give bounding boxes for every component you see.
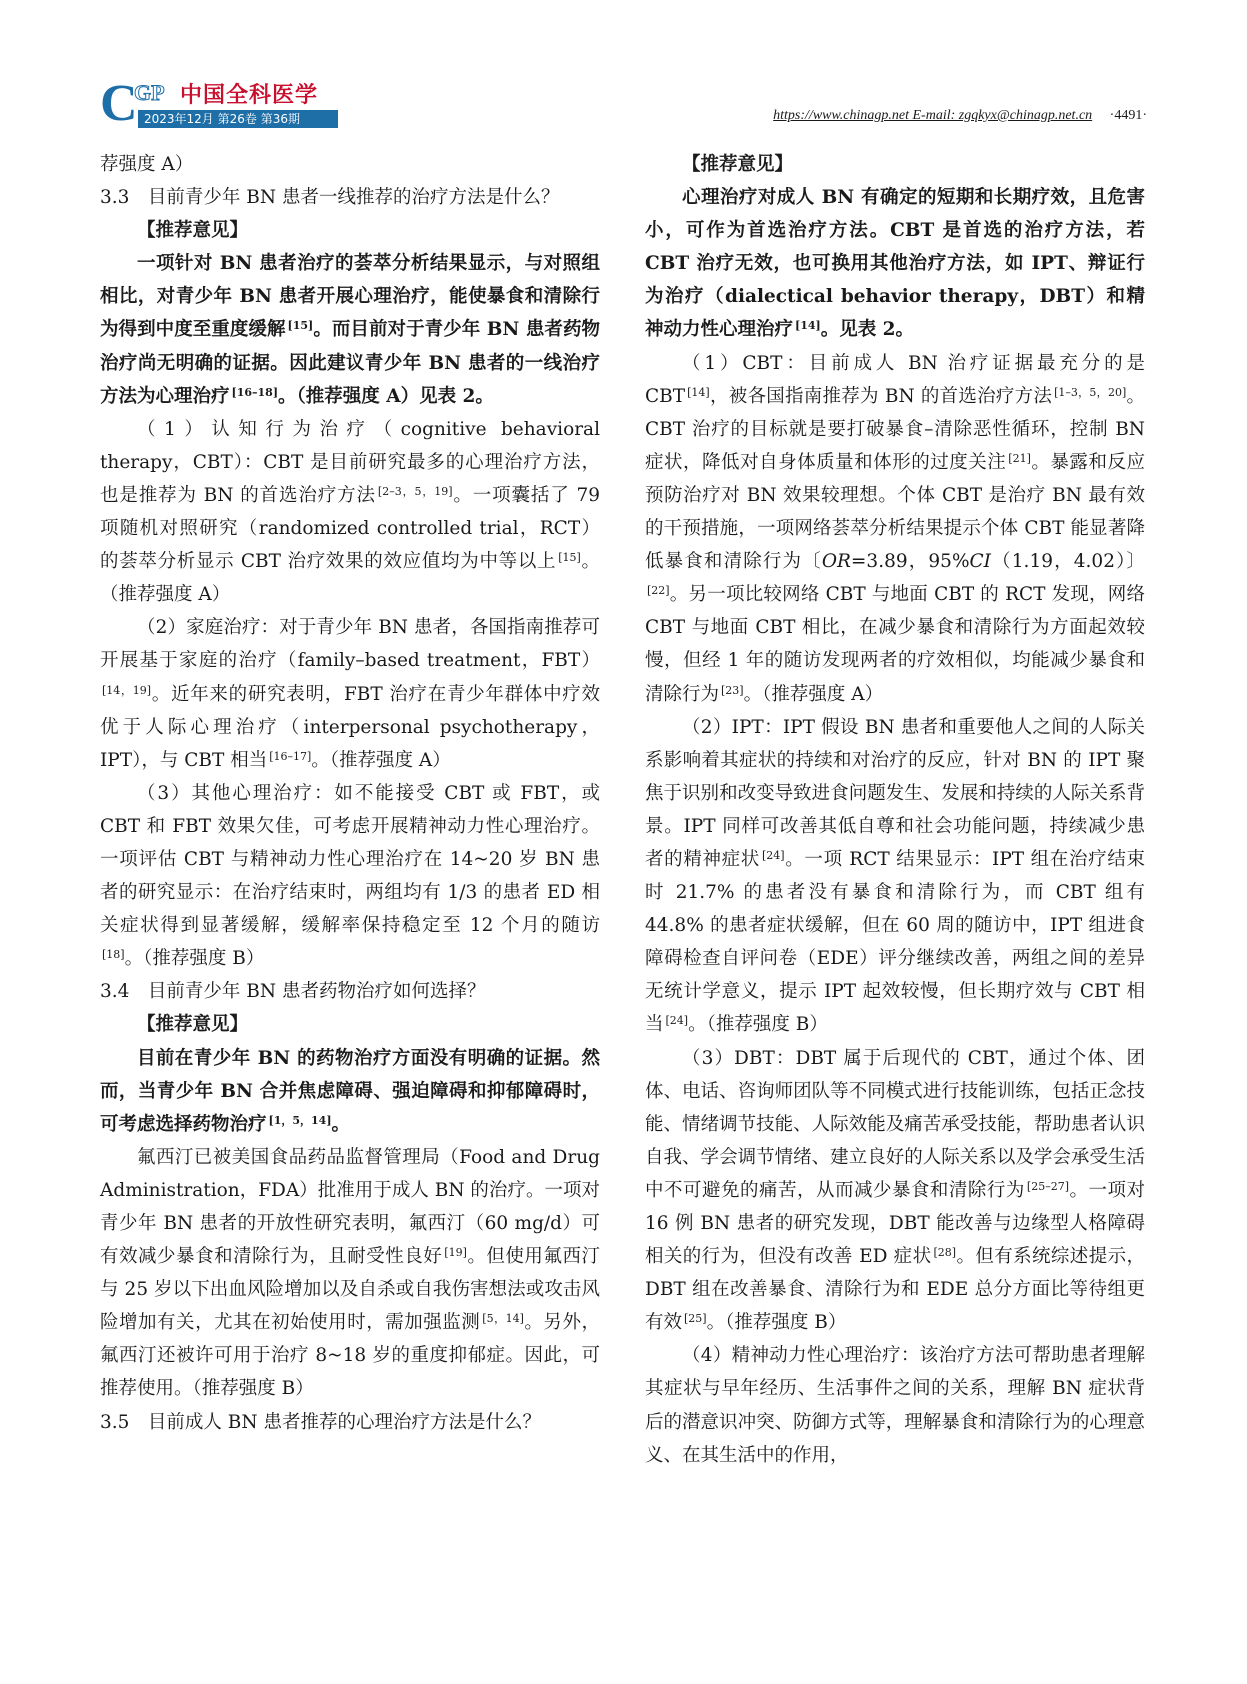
paragraph: 荐强度 A）	[100, 154, 194, 175]
journal-logo	[100, 75, 350, 132]
left-column	[100, 148, 600, 1439]
paragraph: （3）DBT：DBT 属于后现代的 CBT，通过个体、团体、电话、咨询师团队等不同模式进行技能训练，包括正念技能、情绪调节技能、人际效能及痛苦承受技能，帮助患者认识自我、学会调节情绪、建立良好的人际关系以及学会承受生活中不可避免的痛苦，从而减少暴食和清除行为 [25–27]。一项对 16 例 BN 患者的研究发现，DBT 能改善与边缘型人格障碍相关的行为，但没有改善 ED 症状 [28]。但有系统综述提示，DBT 组在改善暴食、清除行为和 EDE 总分方面比等待组更有效 [25]。（推荐强度 B）	[645, 1047, 1145, 1334]
recommendation-label: 【推荐意见】	[682, 154, 794, 175]
citation[interactable]: [15]	[287, 319, 314, 333]
citation[interactable]: [25–27]	[1026, 1179, 1069, 1193]
citation[interactable]: [16–18]	[231, 385, 279, 399]
paragraph: （4）精神动力性心理治疗：该治疗方法可帮助患者理解其症状与早年经历、生活事件之间的关系，理解 BN 症状背后的潜意识冲突、防御方式等，理解暴食和清除行为的心理意义、在其生活中的作用，	[645, 1345, 1145, 1466]
contact-info[interactable]: https://www.chinagp.net E-mail: zgqkyx@chinagp.net.cn	[773, 108, 1093, 123]
citation[interactable]: [19]	[444, 1246, 467, 1260]
citation[interactable]: [24]	[761, 848, 785, 862]
page-header	[0, 0, 1247, 140]
citation[interactable]: [14，19]	[102, 683, 152, 697]
right-column	[645, 148, 1145, 1472]
citation[interactable]: [15]	[558, 551, 581, 565]
recommendation-text: 心理治疗对成人 BN 有确定的短期和长期疗效，且危害小，可作为首选治疗方法。CBT 是首选的治疗方法，若 CBT 治疗无效，也可换用其他治疗方法，如 IPT、辩证行为治疗（dialectical behavior therapy，DBT）和精神动力性心理治疗 [14]。见表 2。	[645, 187, 1145, 341]
logo-letter-c: C	[100, 75, 138, 132]
section-heading: 3.4 目前青少年 BN 患者药物治疗如何选择？	[100, 981, 486, 1003]
page-number: ·4491·	[1109, 108, 1147, 123]
paragraph: （2）家庭治疗：对于青少年 BN 患者，各国指南推荐可开展基于家庭的治疗（family–based treatment，FBT）[14，19]。近年来的研究表明，FBT 治疗在青少年群体中疗效优于人际心理治疗（interpersonal psychotherapy，IPT），与 CBT 相当 [16–17]。（推荐强度 A）	[100, 617, 601, 771]
citation[interactable]: [16–17]	[269, 749, 312, 763]
recommendation-label: 【推荐意见】	[137, 220, 249, 242]
citation[interactable]: [23]	[721, 683, 744, 697]
citation[interactable]: [21]	[1008, 451, 1031, 465]
header-right	[773, 108, 1147, 124]
recommendation-text: 目前在青少年 BN 的药物治疗方面没有明确的证据。然而，当青少年 BN 合并焦虑障碍、强迫障碍和抑郁障碍时，可考虑选择药物治疗 [1，5，14]。	[100, 1047, 600, 1135]
section-heading: 3.3 目前青少年 BN 患者一线推荐的治疗方法是什么？	[100, 187, 560, 209]
citation[interactable]: [25]	[684, 1312, 707, 1326]
citation[interactable]: [28]	[933, 1246, 957, 1260]
citation[interactable]: [24]	[665, 1014, 689, 1028]
recommendation-label: 【推荐意见】	[137, 1014, 249, 1036]
paragraph: （1）CBT：目前成人 BN 治疗证据最充分的是 CBT [14]，被各国指南推荐为 BN 的首选治疗方法 [1–3，5，20]。CBT 治疗的目标就是要打破暴食–清除恶性循环，控制 BN 症状，降低对自身体质量和体形的过度关注 [21]。暴露和反应预防治疗对 BN 效果较理想。个体 CBT 是治疗 BN 最有效的干预措施，一项网络荟萃分析结果提示个体 CBT 能显著降低暴食和清除行为〔OR=3.89，95%CI（1.19，4.02）〕[22]。另一项比较网络 CBT 与地面 CBT 的 RCT 发现，网络 CBT 与地面 CBT 相比，在减少暴食和清除行为方面起效较慢，但经 1 年的随访发现两者的疗效相似，均能减少暴食和清除行为 [23]。（推荐强度 A）	[645, 352, 1145, 705]
logo-letters-gp: GP	[134, 80, 165, 105]
citation[interactable]: [22]	[647, 584, 670, 598]
citation[interactable]: [1–3，5，20]	[1054, 385, 1127, 399]
citation[interactable]: [14]	[795, 319, 821, 333]
journal-name: 中国全科医学	[180, 83, 319, 108]
paragraph: （3）其他心理治疗：如不能接受 CBT 或 FBT，或 CBT 和 FBT 效果欠佳，可考虑开展精神动力性心理治疗。一项评估 CBT 与精神动力性心理治疗在 14~20 岁 BN 患者的研究显示：在治疗结束时，两组均有 1/3 的患者 ED 相关症状得到显著缓解，缓解率保持稳定至 12 个月的随访[18]。（推荐强度 B）	[100, 782, 600, 970]
recommendation-text: 一项针对 BN 患者治疗的荟萃分析结果显示，与对照组相比，对青少年 BN 患者开展心理治疗，能使暴食和清除行为得到中度至重度缓解 [15]。而目前对于青少年 BN 患者药物治疗尚无明确的证据。因此建议青少年 BN 患者的一线治疗方法为心理治疗 [16–18]。（推荐强度 A）见表 2。	[100, 253, 600, 407]
issue-info: 2023年12月 第26卷 第36期	[138, 110, 338, 128]
section-heading: 3.5 目前成人 BN 患者推荐的心理治疗方法是什么？	[100, 1411, 541, 1433]
paragraph: 氟西汀已被美国食品药品监督管理局（Food and Drug Administration，FDA）批准用于成人 BN 的治疗。一项对青少年 BN 患者的开放性研究表明，氟西汀（60 mg/d）可有效减少暴食和清除行为，且耐受性良好 [19]。但使用氟西汀与 25 岁以下出血风险增加以及自杀或自我伤害想法或攻击风险增加有关，尤其在初始使用时，需加强监测 [5，14]。另外，氟西汀还被许可用于治疗 8~18 岁的重度抑郁症。因此，可推荐使用。（推荐强度 B）	[100, 1146, 600, 1400]
citation[interactable]: [2–3，5，19]	[377, 484, 453, 498]
citation[interactable]: [18]	[102, 948, 125, 962]
citation[interactable]: [1，5，14]	[268, 1113, 332, 1127]
paragraph: （2）IPT：IPT 假设 BN 患者和重要他人之间的人际关系影响着其症状的持续和对治疗的反应，针对 BN 的 IPT 聚焦于识别和改变导致进食问题发生、发展和持续的人际关系背景。IPT 同样可改善其低自尊和社会功能问题，持续减少患者的精神症状 [24]。一项 RCT 结果显示：IPT 组在治疗结束时 21.7% 的患者没有暴食和清除行为，而 CBT 组有 44.8% 的患者症状缓解，但在 60 周的随访中，IPT 组进食障碍检查自评问卷（EDE）评分继续改善，两组之间的差异无统计学意义，提示 IPT 起效较慢，但长期疗效与 CBT 相当 [24]。（推荐强度 B）	[645, 716, 1145, 1036]
citation[interactable]: [5，14]	[482, 1312, 524, 1326]
citation[interactable]: [14]	[687, 385, 710, 399]
paragraph: （1）认知行为治疗（cognitive behavioral therapy，CBT）：CBT 是目前研究最多的心理治疗方法，也是推荐为 BN 的首选治疗方法 [2–3，5，19]。一项囊括了 79 项随机对照研究（randomized controlled trial，RCT）的荟萃分析显示 CBT 治疗效果的效应值均为中等以上 [15]。（推荐强度 A）	[100, 418, 600, 606]
